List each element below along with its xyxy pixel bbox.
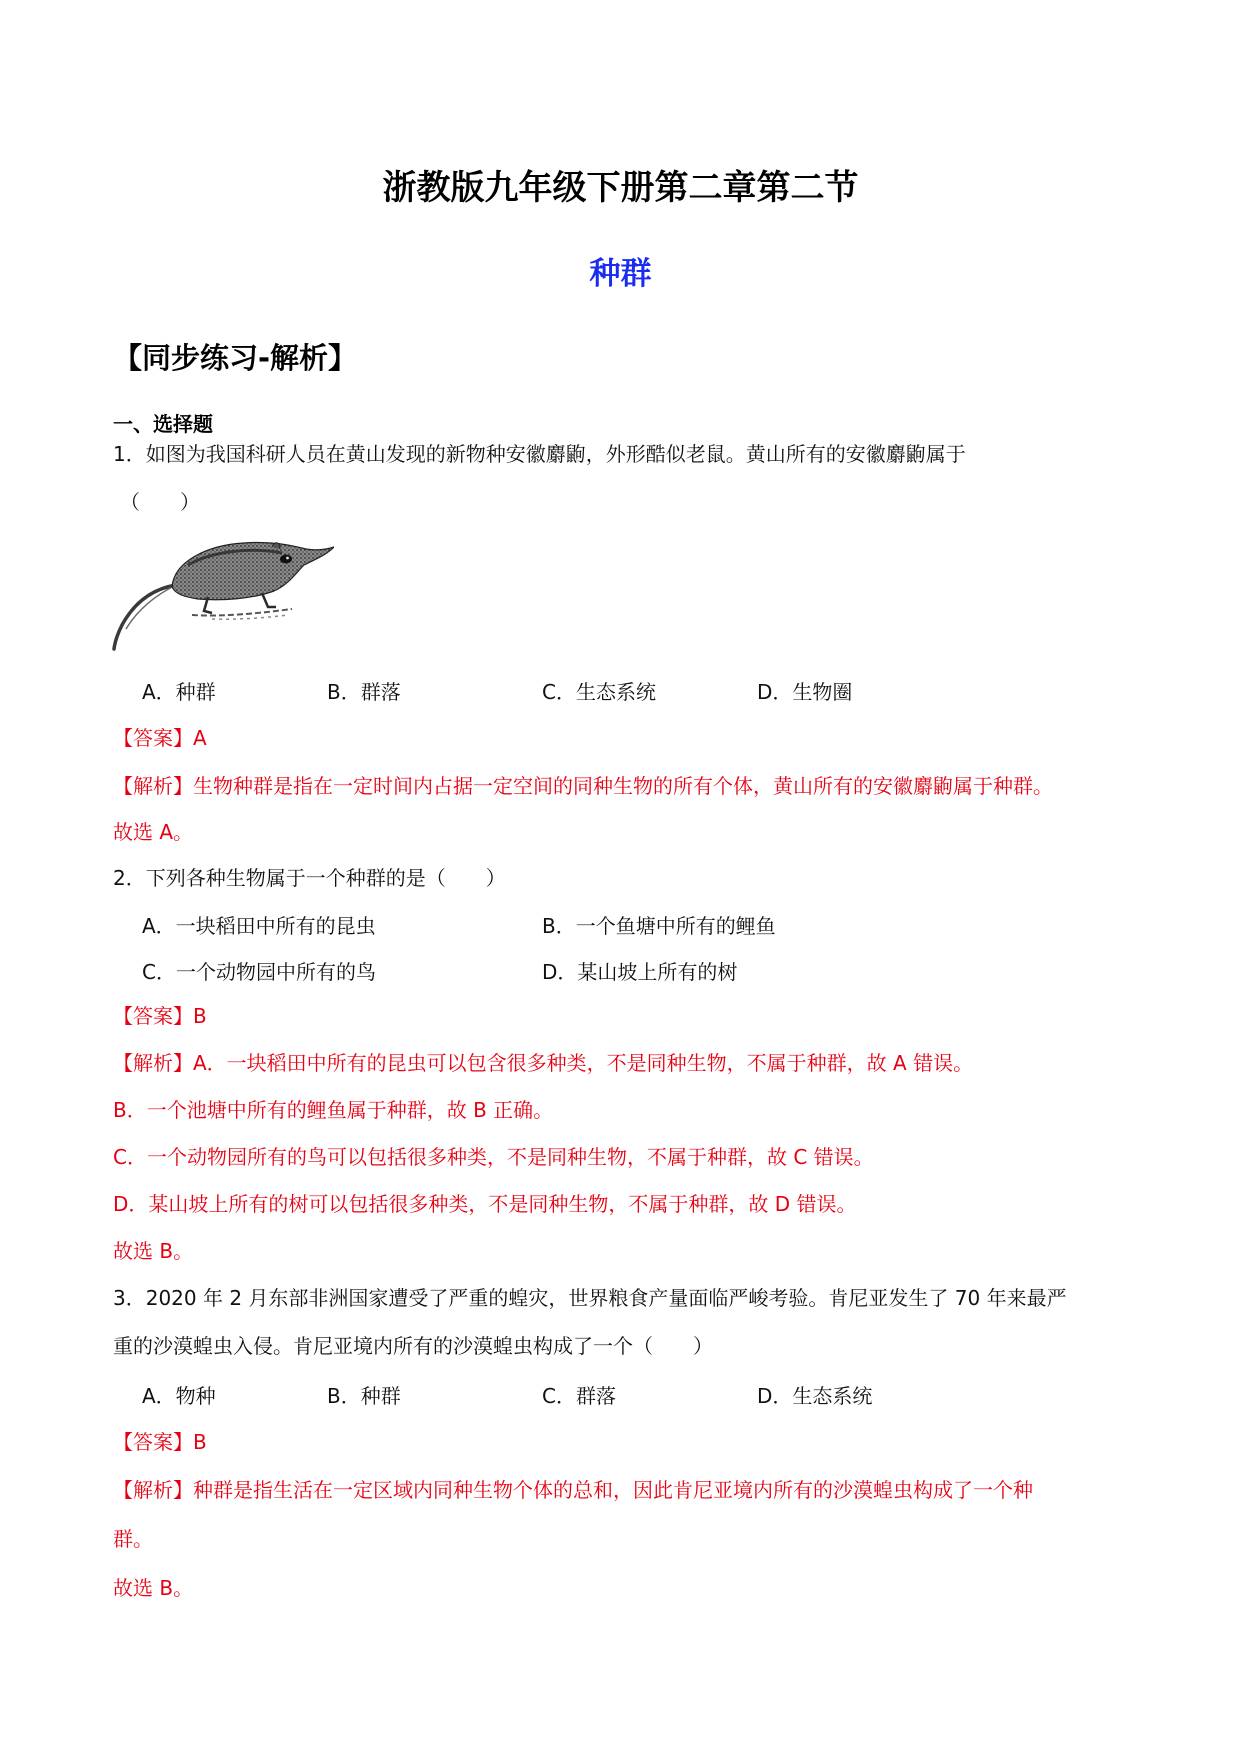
q3-answer — [113, 1428, 207, 1456]
shrew-illustration-icon — [112, 525, 334, 651]
answer-value: B — [193, 1004, 207, 1028]
q2-analysis-line4: D．某山坡上所有的树可以包括很多种类，不是同种生物，不属于种群，故 D 错误。 — [113, 1192, 857, 1216]
analysis-tag: 【解析】 — [113, 774, 193, 798]
q2-analysis-line1 — [113, 1049, 973, 1077]
q3-analysis-line2: 群。 — [113, 1527, 153, 1551]
analysis-text: 生物种群是指在一定时间内占据一定空间的同种生物的所有个体，黄山所有的安徽麝鼩属于种群。 — [193, 774, 1053, 798]
q3-analysis-line3: 故选 B。 — [113, 1576, 194, 1600]
analysis-tag: 【解析】 — [113, 1478, 193, 1502]
q1-option-a: A．种群 — [142, 680, 216, 704]
q3-option-c: C．群落 — [542, 1384, 616, 1408]
analysis-tag: 【解析】 — [113, 1051, 193, 1075]
section-heading: 【同步练习-解析】 — [113, 341, 358, 375]
q2-option-c: C．一个动物园中所有的鸟 — [142, 960, 376, 984]
q2-analysis-line2: B．一个池塘中所有的鲤鱼属于种群，故 B 正确。 — [113, 1098, 554, 1122]
q2-option-b: B．一个鱼塘中所有的鲤鱼 — [542, 914, 776, 938]
question-type-heading: 一、选择题 — [113, 412, 213, 436]
q3-stem-line1: 3．2020 年 2 月东部非洲国家遭受了严重的蝗灾，世界粮食产量面临严峻考验。肯尼亚发生了 70 年来最严 — [113, 1286, 1067, 1310]
q2-option-a: A．一块稻田中所有的昆虫 — [142, 914, 376, 938]
document-subtitle: 种群 — [589, 256, 652, 292]
analysis-text: A．一块稻田中所有的昆虫可以包含很多种类，不是同种生物，不属于种群，故 A 错误。 — [193, 1051, 974, 1075]
answer-tag: 【答案】 — [113, 1430, 193, 1454]
q3-stem-line2: 重的沙漠蝗虫入侵。肯尼亚境内所有的沙漠蝗虫构成了一个（ ） — [113, 1334, 713, 1358]
q1-option-b: B．群落 — [327, 680, 401, 704]
document-title: 浙教版九年级下册第二章第二节 — [382, 168, 859, 208]
q2-option-d: D．某山坡上所有的树 — [542, 960, 738, 984]
q3-analysis-line1 — [113, 1476, 1033, 1504]
q1-stem-line1: 1．如图为我国科研人员在黄山发现的新物种安徽麝鼩，外形酷似老鼠。黄山所有的安徽麝鼩属于 — [113, 442, 966, 466]
q3-option-d: D．生态系统 — [757, 1384, 873, 1408]
answer-value: B — [193, 1430, 207, 1454]
q1-answer — [113, 724, 207, 752]
q2-stem: 2．下列各种生物属于一个种群的是（ ） — [113, 866, 506, 890]
q1-stem-line2: （ ） — [120, 490, 200, 514]
q1-option-c: C．生态系统 — [542, 680, 656, 704]
q1-option-d: D．生物圈 — [757, 680, 853, 704]
q1-analysis-line1 — [113, 772, 1053, 800]
answer-value: A — [193, 726, 207, 750]
q2-analysis-line3: C．一个动物园所有的鸟可以包括很多种类，不是同种生物，不属于种群，故 C 错误。 — [113, 1145, 874, 1169]
answer-tag: 【答案】 — [113, 1004, 193, 1028]
q2-analysis-line5: 故选 B。 — [113, 1239, 194, 1263]
q2-answer — [113, 1002, 207, 1030]
q3-option-b: B．种群 — [327, 1384, 401, 1408]
q3-option-a: A．物种 — [142, 1384, 216, 1408]
q1-analysis-line2: 故选 A。 — [113, 820, 194, 844]
answer-tag: 【答案】 — [113, 726, 193, 750]
analysis-text: 种群是指生活在一定区域内同种生物个体的总和，因此肯尼亚境内所有的沙漠蝗虫构成了一个种 — [193, 1478, 1033, 1502]
